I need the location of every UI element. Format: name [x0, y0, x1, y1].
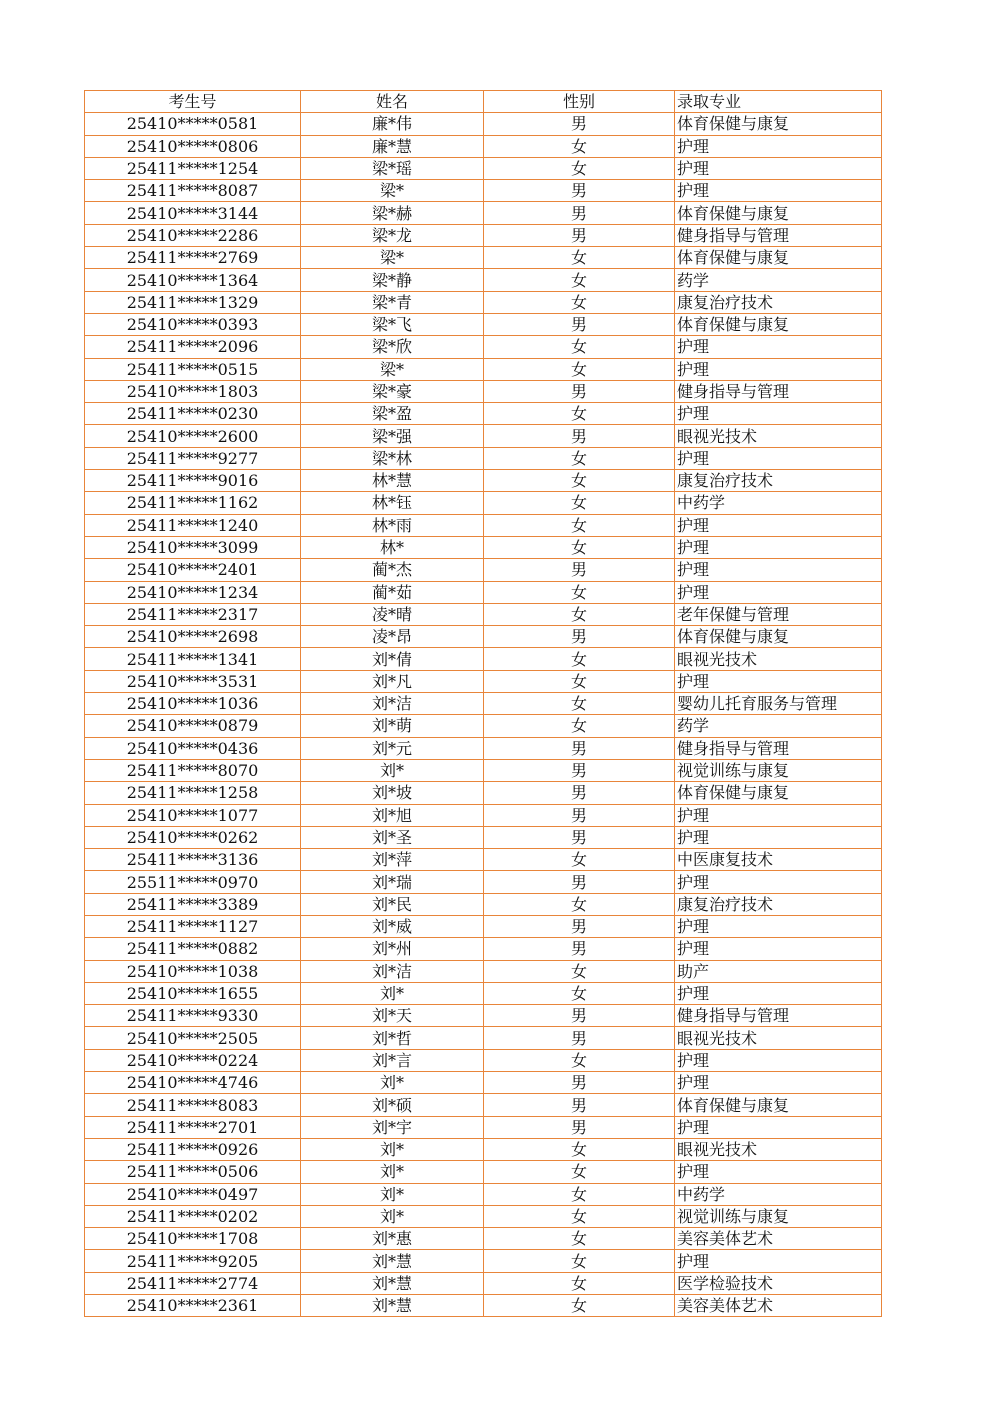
- cell-exam-number: 25410*****0879: [85, 715, 301, 737]
- cell-name: 刘*: [301, 1072, 484, 1094]
- cell-name: 刘*萍: [301, 849, 484, 871]
- cell-major: 体育保健与康复: [675, 1094, 882, 1116]
- cell-name: 刘*威: [301, 915, 484, 937]
- table-row: [85, 737, 882, 759]
- table-row: [85, 180, 882, 202]
- cell-major: 康复治疗技术: [675, 470, 882, 492]
- table-header-row: [85, 91, 882, 113]
- cell-exam-number: 25410*****2698: [85, 626, 301, 648]
- cell-name: 梁*强: [301, 425, 484, 447]
- cell-name: 刘*: [301, 759, 484, 781]
- cell-gender: 女: [484, 1272, 675, 1294]
- cell-gender: 女: [484, 157, 675, 179]
- cell-name: 梁*龙: [301, 224, 484, 246]
- cell-major: 体育保健与康复: [675, 313, 882, 335]
- cell-major: 中医康复技术: [675, 849, 882, 871]
- cell-major: 护理: [675, 1161, 882, 1183]
- cell-exam-number: 25410*****2286: [85, 224, 301, 246]
- cell-exam-number: 25411*****8070: [85, 759, 301, 781]
- cell-exam-number: 25411*****2774: [85, 1272, 301, 1294]
- cell-exam-number: 25410*****1803: [85, 380, 301, 402]
- cell-major: 护理: [675, 447, 882, 469]
- table-row: [85, 603, 882, 625]
- cell-name: 刘*瑞: [301, 871, 484, 893]
- cell-major: 健身指导与管理: [675, 380, 882, 402]
- table-row: [85, 269, 882, 291]
- cell-exam-number: 25410*****0436: [85, 737, 301, 759]
- cell-exam-number: 25411*****0230: [85, 403, 301, 425]
- cell-name: 梁*豪: [301, 380, 484, 402]
- cell-gender: 男: [484, 1005, 675, 1027]
- header-exam-number: 考生号: [85, 91, 301, 113]
- table-row: [85, 403, 882, 425]
- cell-exam-number: 25411*****1254: [85, 157, 301, 179]
- cell-major: 护理: [675, 670, 882, 692]
- table-row: [85, 1161, 882, 1183]
- cell-name: 刘*旭: [301, 804, 484, 826]
- header-gender: 性别: [484, 91, 675, 113]
- table-row: [85, 1116, 882, 1138]
- table-row: [85, 648, 882, 670]
- table-row: [85, 492, 882, 514]
- cell-exam-number: 25411*****1329: [85, 291, 301, 313]
- cell-major: 护理: [675, 1072, 882, 1094]
- cell-exam-number: 25411*****0926: [85, 1138, 301, 1160]
- table-row: [85, 804, 882, 826]
- cell-major: 护理: [675, 1049, 882, 1071]
- table-body: [85, 113, 882, 1317]
- cell-name: 刘*坡: [301, 782, 484, 804]
- table-row: [85, 1250, 882, 1272]
- cell-exam-number: 25410*****2401: [85, 559, 301, 581]
- table-row: [85, 202, 882, 224]
- table-row: [85, 536, 882, 558]
- cell-major: 眼视光技术: [675, 648, 882, 670]
- cell-gender: 女: [484, 960, 675, 982]
- table-row: [85, 247, 882, 269]
- cell-exam-number: 25410*****0262: [85, 826, 301, 848]
- cell-gender: 女: [484, 715, 675, 737]
- cell-gender: 女: [484, 1161, 675, 1183]
- cell-major: 护理: [675, 514, 882, 536]
- table-row: [85, 313, 882, 335]
- cell-exam-number: 25410*****1234: [85, 581, 301, 603]
- table-row: [85, 380, 882, 402]
- cell-exam-number: 25411*****0515: [85, 358, 301, 380]
- table-row: [85, 693, 882, 715]
- cell-name: 梁*青: [301, 291, 484, 313]
- cell-gender: 女: [484, 893, 675, 915]
- cell-gender: 女: [484, 1049, 675, 1071]
- cell-major: 护理: [675, 938, 882, 960]
- cell-gender: 女: [484, 247, 675, 269]
- cell-exam-number: 25410*****1655: [85, 982, 301, 1004]
- cell-gender: 女: [484, 470, 675, 492]
- table-row: [85, 626, 882, 648]
- cell-exam-number: 25411*****8083: [85, 1094, 301, 1116]
- table-row: [85, 1094, 882, 1116]
- cell-name: 刘*萌: [301, 715, 484, 737]
- cell-gender: 男: [484, 938, 675, 960]
- cell-name: 刘*凡: [301, 670, 484, 692]
- cell-name: 林*雨: [301, 514, 484, 536]
- admission-table: [84, 90, 882, 1317]
- cell-exam-number: 25411*****8087: [85, 180, 301, 202]
- table-row: [85, 960, 882, 982]
- cell-exam-number: 25410*****2505: [85, 1027, 301, 1049]
- cell-exam-number: 25411*****1341: [85, 648, 301, 670]
- cell-exam-number: 25410*****0806: [85, 135, 301, 157]
- cell-gender: 男: [484, 737, 675, 759]
- cell-gender: 男: [484, 826, 675, 848]
- cell-name: 蔺*茹: [301, 581, 484, 603]
- table-row: [85, 982, 882, 1004]
- cell-name: 梁*: [301, 180, 484, 202]
- cell-name: 廉*慧: [301, 135, 484, 157]
- cell-major: 体育保健与康复: [675, 113, 882, 135]
- cell-name: 梁*欣: [301, 336, 484, 358]
- cell-major: 视觉训练与康复: [675, 759, 882, 781]
- cell-name: 梁*赫: [301, 202, 484, 224]
- table-row: [85, 759, 882, 781]
- cell-exam-number: 25410*****2600: [85, 425, 301, 447]
- cell-name: 梁*静: [301, 269, 484, 291]
- table-row: [85, 157, 882, 179]
- cell-exam-number: 25411*****1240: [85, 514, 301, 536]
- table-row: [85, 915, 882, 937]
- cell-gender: 男: [484, 559, 675, 581]
- cell-name: 梁*瑶: [301, 157, 484, 179]
- cell-name: 梁*: [301, 358, 484, 380]
- cell-major: 体育保健与康复: [675, 247, 882, 269]
- table-row: [85, 1049, 882, 1071]
- header-major: 录取专业: [675, 91, 882, 113]
- cell-gender: 男: [484, 425, 675, 447]
- cell-gender: 女: [484, 693, 675, 715]
- cell-gender: 女: [484, 492, 675, 514]
- cell-major: 护理: [675, 403, 882, 425]
- cell-gender: 男: [484, 1072, 675, 1094]
- table-row: [85, 358, 882, 380]
- table-row: [85, 113, 882, 135]
- cell-major: 婴幼儿托育服务与管理: [675, 693, 882, 715]
- cell-major: 康复治疗技术: [675, 893, 882, 915]
- cell-name: 林*: [301, 536, 484, 558]
- cell-name: 刘*: [301, 1183, 484, 1205]
- cell-gender: 男: [484, 224, 675, 246]
- table-row: [85, 514, 882, 536]
- cell-major: 护理: [675, 1116, 882, 1138]
- cell-gender: 女: [484, 982, 675, 1004]
- cell-gender: 女: [484, 1250, 675, 1272]
- table-row: [85, 1027, 882, 1049]
- cell-gender: 男: [484, 202, 675, 224]
- cell-name: 刘*慧: [301, 1272, 484, 1294]
- table-row: [85, 849, 882, 871]
- cell-name: 梁*林: [301, 447, 484, 469]
- table-row: [85, 1272, 882, 1294]
- table-row: [85, 1138, 882, 1160]
- cell-exam-number: 25411*****0506: [85, 1161, 301, 1183]
- cell-gender: 女: [484, 514, 675, 536]
- cell-gender: 男: [484, 1094, 675, 1116]
- cell-name: 刘*天: [301, 1005, 484, 1027]
- cell-exam-number: 25411*****2769: [85, 247, 301, 269]
- cell-major: 护理: [675, 871, 882, 893]
- cell-major: 助产: [675, 960, 882, 982]
- cell-major: 药学: [675, 715, 882, 737]
- cell-major: 健身指导与管理: [675, 1005, 882, 1027]
- cell-major: 护理: [675, 826, 882, 848]
- cell-exam-number: 25411*****9016: [85, 470, 301, 492]
- cell-major: 健身指导与管理: [675, 737, 882, 759]
- cell-exam-number: 25410*****1038: [85, 960, 301, 982]
- cell-major: 护理: [675, 982, 882, 1004]
- cell-name: 刘*慧: [301, 1250, 484, 1272]
- cell-exam-number: 25511*****0970: [85, 871, 301, 893]
- cell-major: 体育保健与康复: [675, 782, 882, 804]
- cell-exam-number: 25411*****2701: [85, 1116, 301, 1138]
- cell-name: 刘*倩: [301, 648, 484, 670]
- cell-major: 视觉训练与康复: [675, 1205, 882, 1227]
- cell-exam-number: 25411*****1258: [85, 782, 301, 804]
- cell-major: 体育保健与康复: [675, 202, 882, 224]
- cell-name: 凌*晴: [301, 603, 484, 625]
- cell-exam-number: 25411*****9330: [85, 1005, 301, 1027]
- cell-exam-number: 25411*****1162: [85, 492, 301, 514]
- table-row: [85, 893, 882, 915]
- cell-name: 蔺*杰: [301, 559, 484, 581]
- cell-exam-number: 25411*****0882: [85, 938, 301, 960]
- cell-gender: 男: [484, 380, 675, 402]
- table-row: [85, 1005, 882, 1027]
- cell-exam-number: 25410*****1036: [85, 693, 301, 715]
- cell-name: 刘*民: [301, 893, 484, 915]
- cell-exam-number: 25411*****2096: [85, 336, 301, 358]
- cell-gender: 女: [484, 336, 675, 358]
- cell-major: 康复治疗技术: [675, 291, 882, 313]
- cell-name: 刘*圣: [301, 826, 484, 848]
- cell-name: 刘*言: [301, 1049, 484, 1071]
- cell-gender: 女: [484, 849, 675, 871]
- table-row: [85, 291, 882, 313]
- table-row: [85, 782, 882, 804]
- cell-name: 刘*硕: [301, 1094, 484, 1116]
- cell-major: 健身指导与管理: [675, 224, 882, 246]
- cell-gender: 女: [484, 135, 675, 157]
- cell-gender: 女: [484, 1205, 675, 1227]
- cell-exam-number: 25411*****9205: [85, 1250, 301, 1272]
- cell-major: 护理: [675, 180, 882, 202]
- cell-exam-number: 25410*****0224: [85, 1049, 301, 1071]
- cell-gender: 男: [484, 1027, 675, 1049]
- cell-name: 刘*州: [301, 938, 484, 960]
- cell-gender: 男: [484, 759, 675, 781]
- cell-major: 护理: [675, 804, 882, 826]
- cell-gender: 女: [484, 403, 675, 425]
- cell-major: 护理: [675, 536, 882, 558]
- table-row: [85, 470, 882, 492]
- cell-gender: 女: [484, 1228, 675, 1250]
- table-row: [85, 135, 882, 157]
- cell-name: 廉*伟: [301, 113, 484, 135]
- cell-major: 美容美体艺术: [675, 1295, 882, 1317]
- cell-major: 药学: [675, 269, 882, 291]
- cell-exam-number: 25410*****3531: [85, 670, 301, 692]
- cell-major: 护理: [675, 559, 882, 581]
- cell-name: 刘*: [301, 1138, 484, 1160]
- table-row: [85, 447, 882, 469]
- cell-gender: 男: [484, 313, 675, 335]
- cell-name: 刘*洁: [301, 693, 484, 715]
- cell-name: 刘*: [301, 982, 484, 1004]
- cell-exam-number: 25410*****0497: [85, 1183, 301, 1205]
- cell-exam-number: 25411*****3389: [85, 893, 301, 915]
- table-row: [85, 871, 882, 893]
- cell-gender: 女: [484, 670, 675, 692]
- cell-gender: 男: [484, 915, 675, 937]
- cell-gender: 男: [484, 871, 675, 893]
- table-row: [85, 670, 882, 692]
- cell-gender: 女: [484, 1138, 675, 1160]
- cell-gender: 女: [484, 648, 675, 670]
- cell-gender: 男: [484, 1116, 675, 1138]
- cell-exam-number: 25410*****0393: [85, 313, 301, 335]
- cell-name: 刘*惠: [301, 1228, 484, 1250]
- cell-gender: 女: [484, 603, 675, 625]
- cell-major: 中药学: [675, 1183, 882, 1205]
- table-row: [85, 715, 882, 737]
- cell-name: 刘*慧: [301, 1295, 484, 1317]
- cell-gender: 男: [484, 180, 675, 202]
- table-row: [85, 1072, 882, 1094]
- cell-major: 护理: [675, 915, 882, 937]
- cell-major: 眼视光技术: [675, 1138, 882, 1160]
- cell-gender: 女: [484, 1183, 675, 1205]
- cell-exam-number: 25410*****2361: [85, 1295, 301, 1317]
- table-row: [85, 336, 882, 358]
- cell-gender: 男: [484, 782, 675, 804]
- cell-major: 眼视光技术: [675, 425, 882, 447]
- cell-gender: 女: [484, 358, 675, 380]
- cell-name: 梁*: [301, 247, 484, 269]
- cell-exam-number: 25411*****2317: [85, 603, 301, 625]
- cell-exam-number: 25410*****3099: [85, 536, 301, 558]
- cell-exam-number: 25410*****1364: [85, 269, 301, 291]
- cell-major: 护理: [675, 336, 882, 358]
- cell-name: 凌*昂: [301, 626, 484, 648]
- cell-exam-number: 25410*****3144: [85, 202, 301, 224]
- cell-exam-number: 25411*****9277: [85, 447, 301, 469]
- cell-name: 刘*哲: [301, 1027, 484, 1049]
- cell-name: 刘*元: [301, 737, 484, 759]
- table-row: [85, 581, 882, 603]
- cell-name: 刘*: [301, 1205, 484, 1227]
- cell-exam-number: 25410*****1077: [85, 804, 301, 826]
- cell-major: 护理: [675, 135, 882, 157]
- cell-major: 中药学: [675, 492, 882, 514]
- cell-major: 医学检验技术: [675, 1272, 882, 1294]
- table-row: [85, 1205, 882, 1227]
- table-row: [85, 938, 882, 960]
- cell-name: 刘*: [301, 1161, 484, 1183]
- cell-gender: 女: [484, 447, 675, 469]
- cell-exam-number: 25410*****1708: [85, 1228, 301, 1250]
- table-row: [85, 826, 882, 848]
- table-row: [85, 559, 882, 581]
- cell-exam-number: 25411*****3136: [85, 849, 301, 871]
- cell-exam-number: 25411*****0202: [85, 1205, 301, 1227]
- cell-gender: 女: [484, 291, 675, 313]
- cell-name: 梁*飞: [301, 313, 484, 335]
- cell-name: 林*钰: [301, 492, 484, 514]
- cell-gender: 女: [484, 269, 675, 291]
- cell-gender: 男: [484, 626, 675, 648]
- table-row: [85, 425, 882, 447]
- cell-name: 梁*盈: [301, 403, 484, 425]
- cell-exam-number: 25411*****1127: [85, 915, 301, 937]
- cell-major: 体育保健与康复: [675, 626, 882, 648]
- cell-gender: 男: [484, 804, 675, 826]
- cell-exam-number: 25410*****0581: [85, 113, 301, 135]
- cell-gender: 男: [484, 113, 675, 135]
- table-row: [85, 1295, 882, 1317]
- cell-major: 护理: [675, 157, 882, 179]
- cell-exam-number: 25410*****4746: [85, 1072, 301, 1094]
- header-name: 姓名: [301, 91, 484, 113]
- cell-major: 护理: [675, 358, 882, 380]
- cell-gender: 女: [484, 581, 675, 603]
- cell-major: 护理: [675, 1250, 882, 1272]
- cell-gender: 女: [484, 1295, 675, 1317]
- table-row: [85, 1228, 882, 1250]
- cell-gender: 女: [484, 536, 675, 558]
- table-row: [85, 1183, 882, 1205]
- cell-name: 林*慧: [301, 470, 484, 492]
- cell-name: 刘*宇: [301, 1116, 484, 1138]
- cell-major: 护理: [675, 581, 882, 603]
- cell-major: 老年保健与管理: [675, 603, 882, 625]
- cell-major: 眼视光技术: [675, 1027, 882, 1049]
- table-row: [85, 224, 882, 246]
- cell-name: 刘*洁: [301, 960, 484, 982]
- cell-major: 美容美体艺术: [675, 1228, 882, 1250]
